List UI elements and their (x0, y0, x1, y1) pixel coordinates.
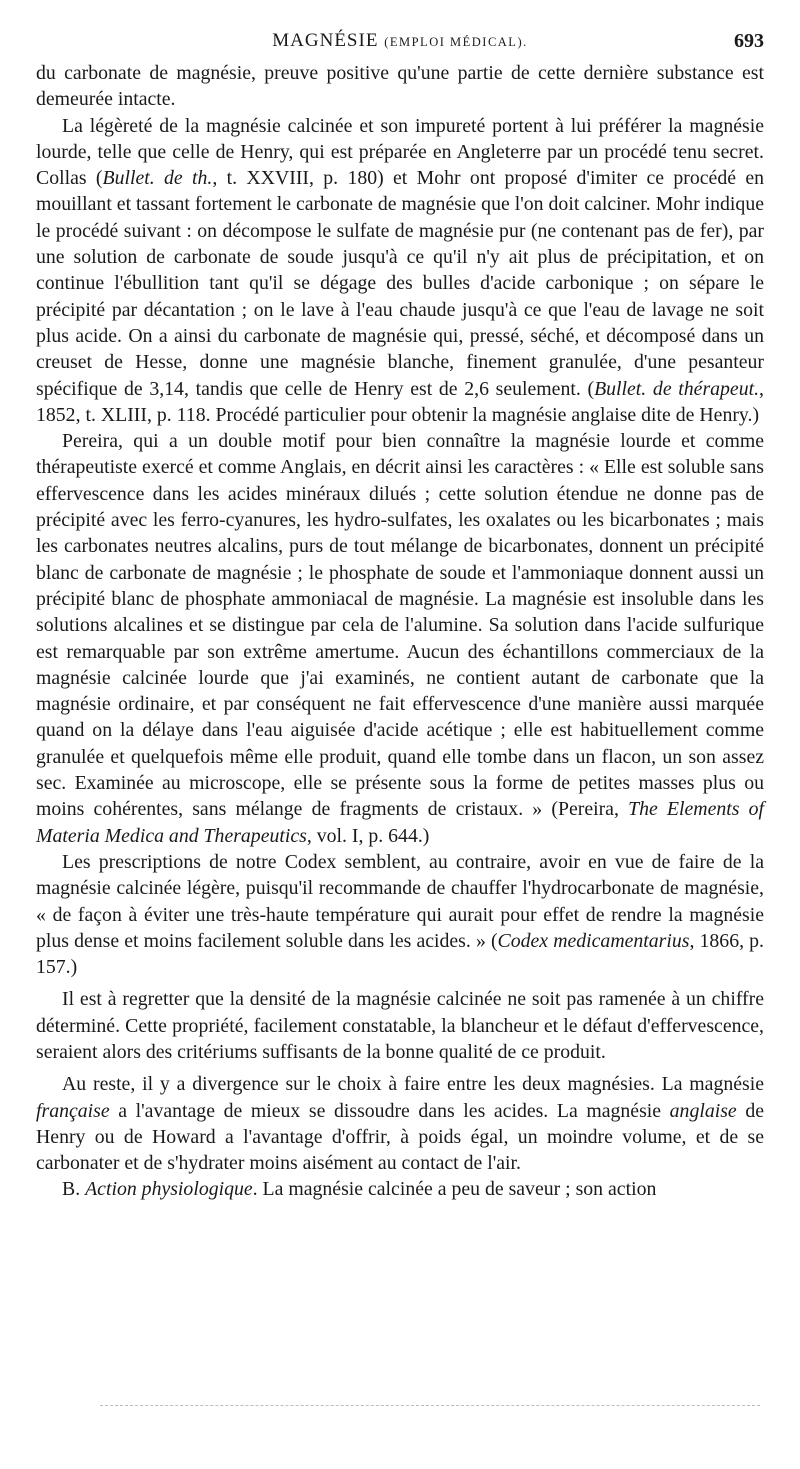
paragraph-3-text-a: Pereira, qui a un double motif pour bien connaître la magnésie lourde et comme thérapeutiste exercé et comme Anglais, en décrit ainsi les caractères : « Elle est soluble sans effervescence dans les acides minéraux dilués ; cette solution étendue ne donne pas de précipité avec les ferro-cyanures, les hydro-sulfates, les oxalates ou les bicarbonates ; mais les carbonates neutres alcalins, purs de tout mélange de bicarbonates, donnent un précipité blanc de carbonate de magnésie ; le phosphate de soude et l'ammoniaque donnent aussi un précipité blanc de phosphate ammoniacal de magnésie. La magnésie est insoluble dans les solutions alcalines et se distingue par cela de l'alumine. Sa solution dans l'acide sulfurique est remarquable par son extrême amertume. Aucun des échantillons commerciaux de la magnésie calcinée lourde que j'ai examinés, ne contient autant de carbonate que la magnésie ordinaire, et par conséquent ne fait effervescence d'une manière aussi marquée quand on la délaye dans l'eau aiguisée d'acide acétique ; elle est habituellement comme granulée et quelquefois même elle produit, quand elle tombe dans un flacon, un son assez sec. Examinée au microscope, elle se présente sous la forme de petites masses plus ou moins cohérentes, sans mélange de fragments de cristaux. » (Pereira, (36, 430, 764, 821)
page-number: 693 (734, 30, 764, 52)
paragraph-3 (36, 428, 764, 849)
paragraph-2 (36, 113, 764, 429)
paragraph-6-text-a: Au reste, il y a divergence sur le choix à faire entre les deux magnésies. La magnésie (62, 1073, 764, 1096)
paragraph-2-text-c: , 1852, t. XLIII, p. 118. Procédé particulier pour obtenir la magnésie anglaise dite de Henry.) (36, 377, 764, 426)
page-header (36, 30, 764, 58)
section-label: B. (62, 1178, 86, 1201)
citation-codex: Codex medicamentarius (497, 929, 690, 952)
term-anglaise: anglaise (669, 1099, 737, 1122)
paragraph-4-text-b: , 1866, p. 157.) (36, 929, 764, 979)
paragraph-7 (36, 1176, 764, 1202)
term-francaise: française (36, 1099, 110, 1122)
citation-bullet-therapeut: Bullet. de thérapeut. (594, 377, 760, 400)
citation-bullet-th: Bullet. de th. (102, 167, 213, 190)
running-title-main: MAGNÉSIE (272, 30, 379, 51)
paragraph-6 (36, 1071, 764, 1176)
running-title-sub: (EMPLOI MÉDICAL). (384, 35, 528, 49)
bottom-divider (100, 1405, 760, 1406)
paragraph-7-text: . La magnésie calcinée a peu de saveur ; son action (252, 1178, 657, 1201)
paragraph-6-text-b: a l'avantage de mieux se dissoudre dans les acides. La magnésie (109, 1099, 670, 1122)
paragraph-2-text-a: La légèreté de la magnésie calcinée et son impureté portent à lui préférer la magnésie lourde, telle que celle de Henry, qui est préparée en Angleterre par un procédé tenu secret. Collas ( (36, 114, 764, 190)
paragraph-3-text-b: , vol. I, p. 644.) (306, 824, 430, 847)
paragraph-2-text-b: , t. XXVIII, p. 180) et Mohr ont proposé d'imiter ce procédé en mouillant et tassant fortement le carbonate de magnésie que l'on doit calciner. Mohr indique le procédé suivant : on décompose le sulfate de magnésie pur (ne contenant pas de fer), par une solution de carbonate de soude jusqu'à ce qu'il n'y ait plus de précipitation, et on continue l'ébullition tant qu'il se dégage des bulles d'acide carbonique ; on sépare le précipité par décantation ; on le lave à l'eau chaude jusqu'à ce que l'eau de lavage ne soit plus acide. On a ainsi du carbonate de magnésie qui, pressé, séché, et décomposé dans un creuset de Hesse, donne une magnésie blanche, finement granulée, d'une pesanteur spécifique de 3,14, tandis que celle de Henry est de 2,6 seulement. ( (36, 167, 764, 400)
body-text (36, 60, 764, 1203)
paragraph-5 (36, 986, 764, 1065)
running-title (36, 30, 764, 52)
citation-pereira: The Elements of Materia Medica and Therapeutics (36, 798, 764, 847)
section-heading-action-physiologique: Action physiologique (85, 1178, 253, 1201)
paragraph-1 (36, 60, 764, 113)
paragraph-1-text: du carbonate de magnésie, preuve positive qu'une partie de cette dernière substance est demeurée intacte. (36, 62, 764, 111)
paragraph-4 (36, 849, 764, 980)
paragraph-6-text-c: de Henry ou de Howard a l'avantage d'offrir, à poids égal, un moindre volume, et de se carbonater et de s'hydrater moins aisément au contact de l'air. (36, 1099, 764, 1175)
paragraph-5-text: Il est à regretter que la densité de la magnésie calcinée ne soit pas ramenée à un chiffre déterminé. Cette propriété, facilement constatable, la blancheur et le défaut d'effervescence, seraient alors des critériums suffisants de la bonne qualité de ce produit. (36, 988, 764, 1063)
paragraph-4-text-a: Les prescriptions de notre Codex semblent, au contraire, avoir en vue de faire de la magnésie calcinée légère, puisqu'il recommande de chauffer l'hydrocarbonate de magnésie, « de façon à éviter une très-haute température qui aurait pour effet de rendre la magnésie plus dense et moins facilement soluble dans les acides. » ( (36, 850, 764, 952)
